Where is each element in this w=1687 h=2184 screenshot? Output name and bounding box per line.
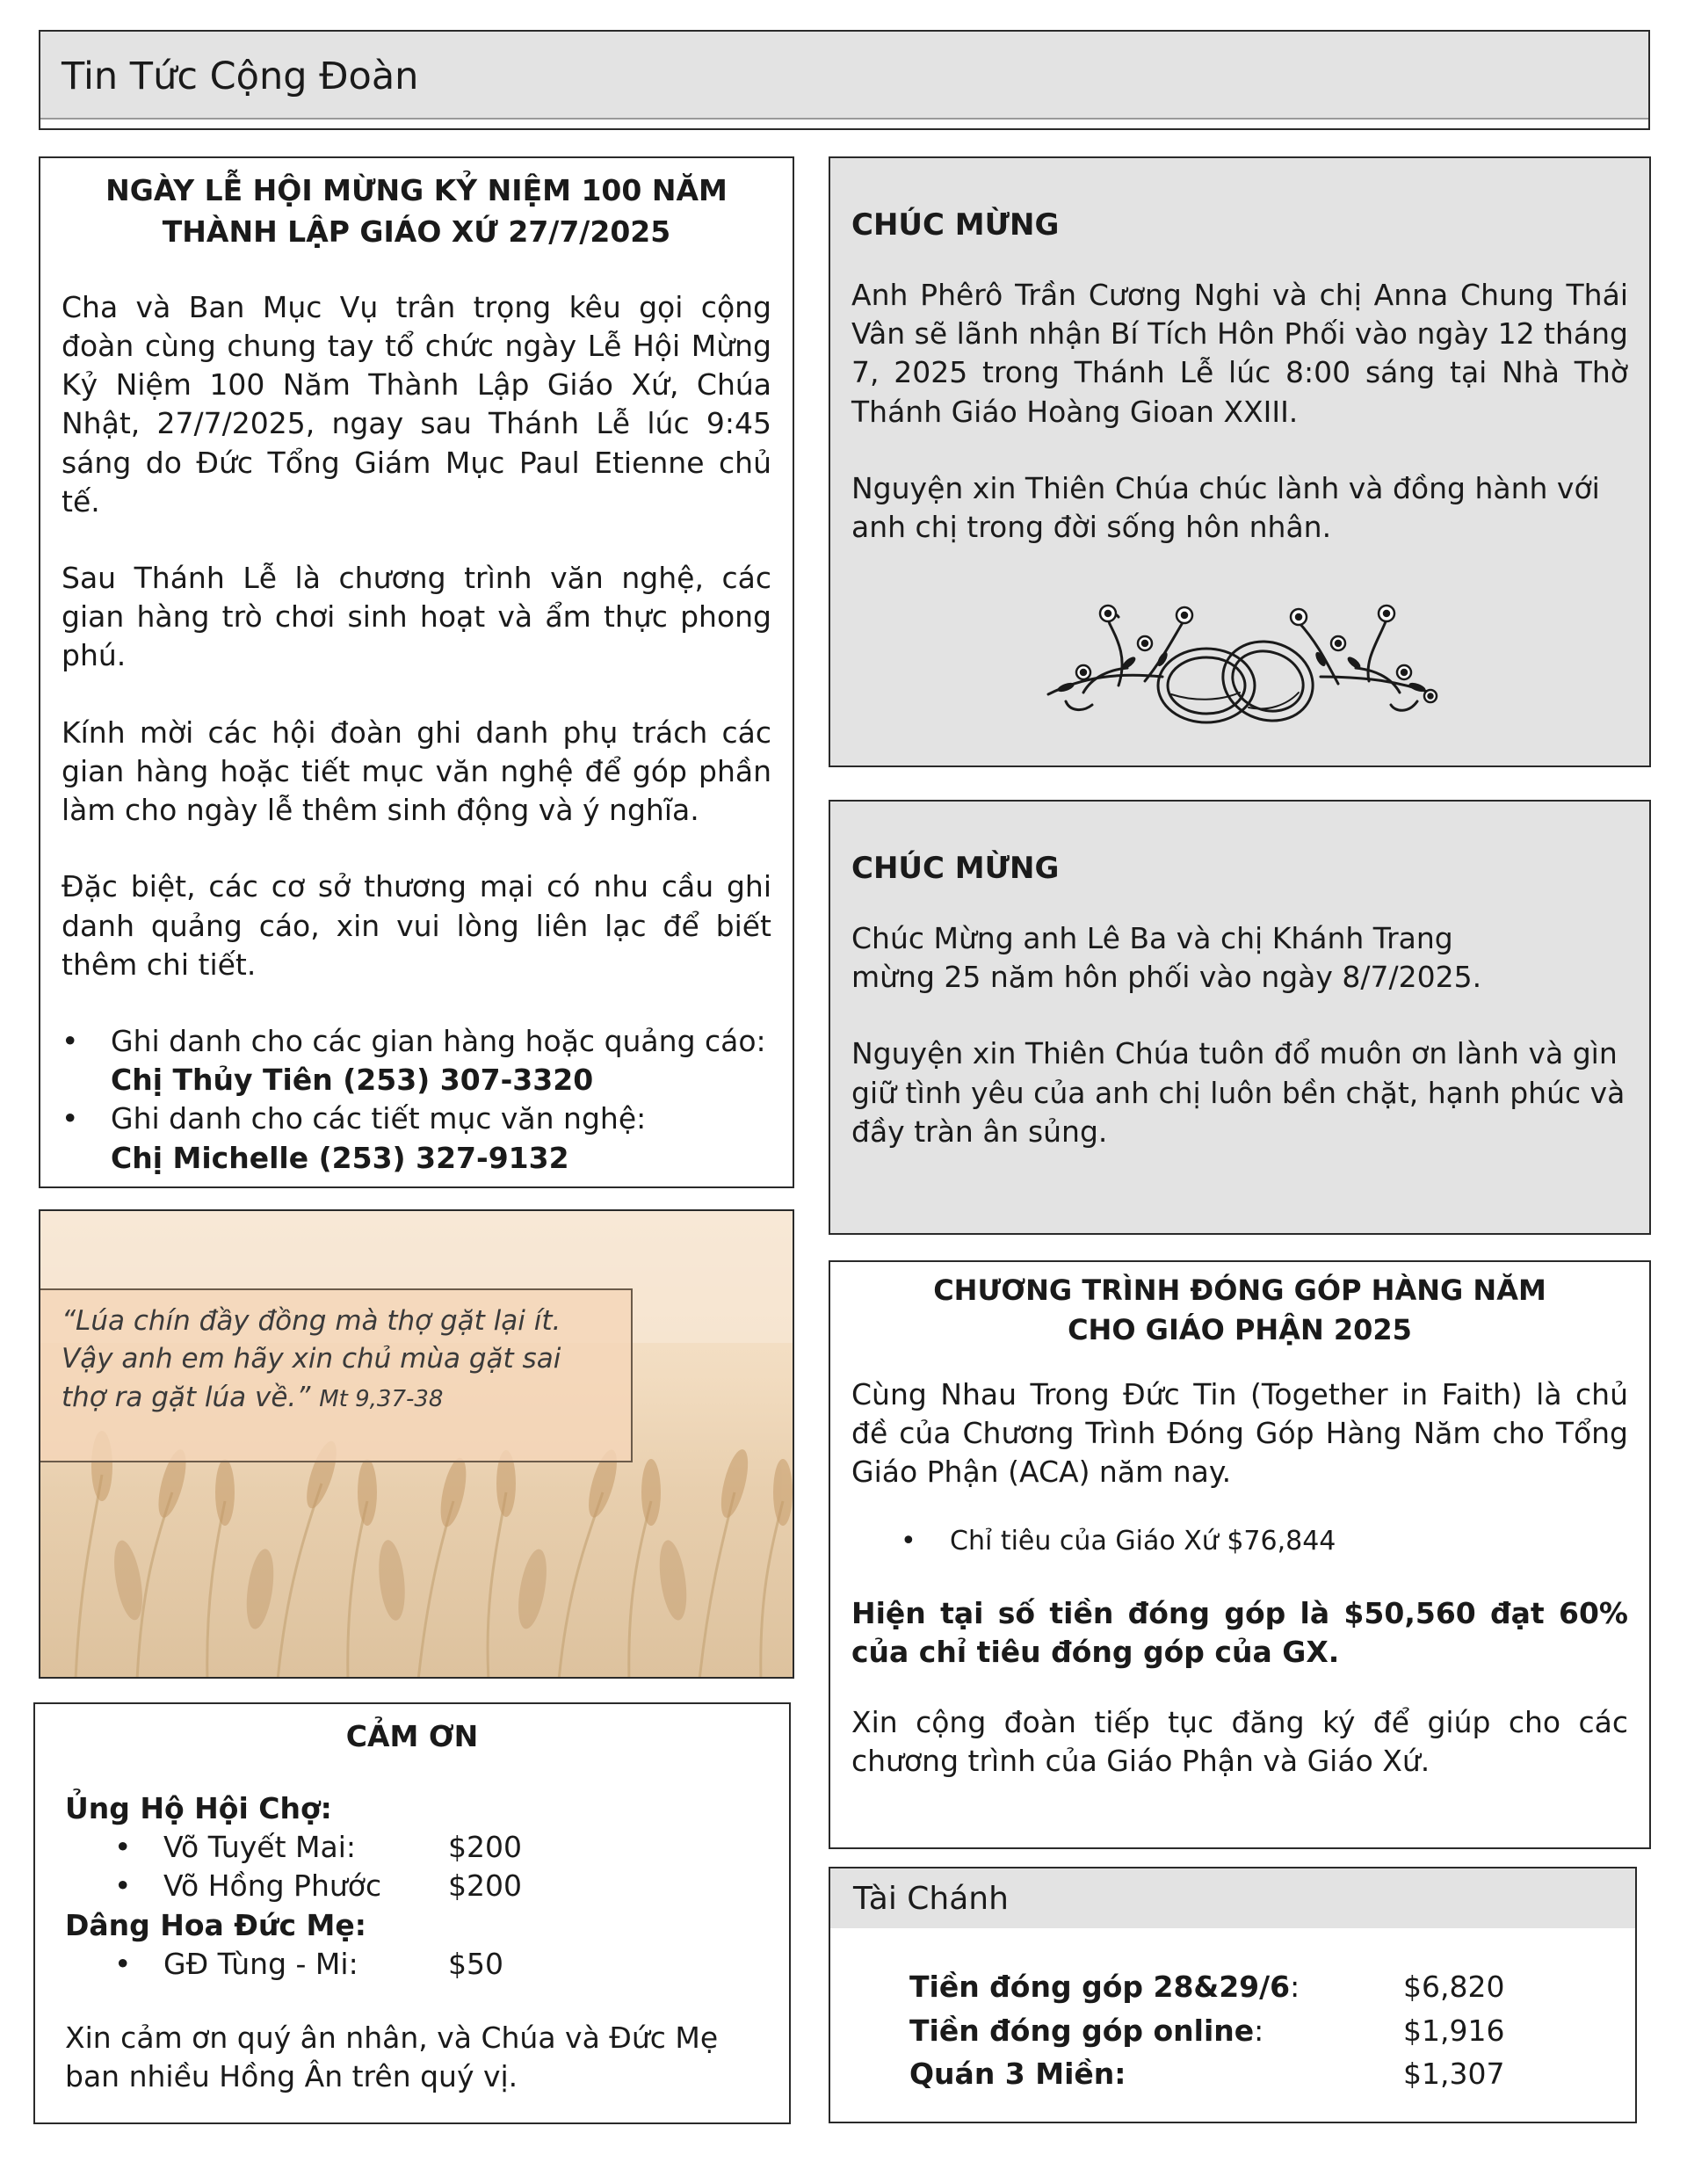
quote-paragraph xyxy=(62,1302,610,1417)
aca-title xyxy=(851,1271,1628,1351)
finance-row xyxy=(909,2052,1504,2096)
aca-title-line2: CHO GIÁO PHẬN 2025 xyxy=(1068,1313,1412,1347)
finance-amount: $1,307 xyxy=(1403,2057,1505,2091)
thanks-closing: Xin cảm ơn quý ân nhân, và Chúa và Đức Mẹ ban nhiều Hồng Ân trên quý vị. xyxy=(65,2020,719,2094)
congrats-wedding-box xyxy=(829,156,1651,767)
aca-paragraph: Xin cộng đoàn tiếp tục đăng ký để giúp cho các chương trình của Giáo Phận và Giáo Xứ. xyxy=(851,1705,1628,1779)
finance-title: Tài Chánh xyxy=(853,1881,1009,1917)
event-title xyxy=(62,171,771,253)
section-header xyxy=(39,30,1650,130)
donor-row xyxy=(65,1828,759,1867)
finance-row xyxy=(909,1965,1504,2009)
centennial-event-box xyxy=(39,156,794,1188)
congrats-paragraph xyxy=(851,919,1628,997)
donor-amount: $200 xyxy=(448,1868,522,1904)
congrats-title: CHÚC MỪNG xyxy=(851,851,1060,886)
annual-appeal-box xyxy=(829,1260,1651,1849)
aca-status: Hiện tại số tiền đóng góp là $50,560 đạt 60% của chỉ tiêu đóng góp của GX. xyxy=(851,1595,1628,1669)
thanks-section-title: Ủng Hộ Hội Chợ: xyxy=(65,1790,332,1825)
thanks-section-title: Dâng Hoa Đức Mẹ: xyxy=(65,1907,366,1942)
finance-label xyxy=(909,1965,1403,2009)
page-title: Tin Tức Cộng Đoàn xyxy=(62,54,419,98)
thank-you-box xyxy=(33,1702,791,2124)
donor-row xyxy=(65,1945,759,1984)
finance-amount: $1,916 xyxy=(1403,2013,1505,2048)
finance-list xyxy=(909,1965,1504,2096)
event-title-line2: THÀNH LẬP GIÁO XỨ 27/7/2025 xyxy=(162,214,671,249)
thanks-title: CẢM ƠN xyxy=(345,1719,479,1753)
event-paragraph: Sau Thánh Lễ là chương trình văn nghệ, các gian hàng trò chơi sinh hoạt và ẩm thực phong phú. xyxy=(62,561,771,673)
congrats-paragraph: Nguyện xin Thiên Chúa chúc lành và đồng hành với anh chị trong đời sống hôn nhân. xyxy=(851,470,1600,545)
event-paragraph: Đặc biệt, các cơ sở thương mại có nhu cầu ghi danh quảng cáo, xin vui lòng liên lạc để biết thêm chi tiết. xyxy=(62,869,771,982)
quote-text: “Lúa chín đầy đồng mà thợ gặt lại ít. Vậy anh em hãy xin chủ mùa gặt sai thợ ra gặt lúa về.” xyxy=(62,1305,561,1413)
finance-label-text: Tiền đóng góp 28&29/6 xyxy=(909,1970,1291,2004)
contact-text: • Ghi danh cho các tiết mục văn nghệ: xyxy=(111,1101,647,1136)
quote-reference: Mt 9,37-38 xyxy=(319,1385,444,1412)
contact-text: • Ghi danh cho các gian hàng hoặc quảng cáo: xyxy=(111,1024,766,1058)
finance-label-text: Tiền đóng góp online xyxy=(909,2013,1255,2048)
congrats-anniversary-box xyxy=(829,800,1651,1235)
finance-label xyxy=(909,2052,1403,2096)
event-paragraph: Kính mời các hội đoàn ghi danh phụ trách các gian hàng hoặc tiết mục văn nghệ để góp phần làm cho ngày lễ thêm sinh động và ý nghĩa. xyxy=(62,715,771,828)
aca-paragraph: Cùng Nhau Trong Đức Tin (Together in Faith) là chủ đề của Chương Trình Đóng Góp Hàng Năm cho Tổng Giáo Phận (ACA) năm nay. xyxy=(851,1376,1628,1490)
finance-label xyxy=(909,2009,1403,2053)
donor-amount: $200 xyxy=(448,1830,522,1865)
congrats-paragraph: Nguyện xin Thiên Chúa tuôn đổ muôn ơn lành và gìn giữ tình yêu của anh chị luôn bền chặt, hạnh phúc và đầy tràn ân sủng. xyxy=(851,1036,1625,1149)
finance-label-suffix: : xyxy=(1290,1970,1300,2004)
donor-name: • GĐ Tùng - Mi: xyxy=(163,1946,358,1981)
donor-amount: $50 xyxy=(448,1946,503,1981)
contact-item xyxy=(111,1099,771,1177)
contact-item xyxy=(111,1022,771,1099)
donor-name: • Võ Hồng Phước xyxy=(163,1868,382,1904)
donor-row xyxy=(65,1867,759,1905)
congrats-line: mừng 25 năm hôn phối vào ngày 8/7/2025. xyxy=(851,960,1482,995)
finance-label-text: Quán 3 Miền: xyxy=(909,2057,1126,2091)
wheat-field-image xyxy=(39,1209,794,1679)
aca-goal: • Chỉ tiêu của Giáo Xứ $76,844 xyxy=(950,1524,1628,1559)
donor-name: • Võ Tuyết Mai: xyxy=(163,1830,356,1865)
congrats-paragraph: Anh Phêrô Trần Cương Nghi và chị Anna Chung Thái Vân sẽ lãnh nhận Bí Tích Hôn Phối vào ngày 12 tháng 7, 2025 trong Thánh Lễ lúc 8:00 sáng tại Nhà Thờ Thánh Giáo Hoàng Gioan XXIII. xyxy=(851,278,1628,429)
finance-amount: $6,820 xyxy=(1403,1970,1505,2004)
scripture-quote xyxy=(39,1288,633,1462)
aca-goal-list xyxy=(950,1524,1628,1559)
congrats-line: Chúc Mừng anh Lê Ba và chị Khánh Trang xyxy=(851,921,1453,955)
event-paragraph: Cha và Ban Mục Vụ trân trọng kêu gọi cộng đoàn cùng chung tay tổ chức ngày Lễ Hội Mừng Kỷ Niệm 100 Năm Thành Lập Giáo Xứ, Chúa Nhật, 27/7/2025, ngay sau Thánh Lễ lúc 9:45 sáng do Đức Tổng Giám Mục Paul Etienne chủ tế. xyxy=(62,289,771,519)
event-contact-list xyxy=(111,1022,771,1178)
contact-person: Chị Thủy Tiên (253) 307-3320 xyxy=(111,1063,594,1098)
wedding-rings-icon xyxy=(1031,589,1452,729)
congrats-title: CHÚC MỪNG xyxy=(851,207,1060,243)
finance-box xyxy=(829,1867,1637,2123)
event-title-line1: NGÀY LỄ HỘI MỪNG KỶ NIỆM 100 NĂM xyxy=(105,173,728,207)
finance-row xyxy=(909,2009,1504,2053)
aca-title-line1: CHƯƠNG TRÌNH ĐÓNG GÓP HÀNG NĂM xyxy=(933,1273,1546,1307)
contact-person: Chị Michelle (253) 327-9132 xyxy=(111,1140,569,1175)
finance-label-suffix: : xyxy=(1254,2013,1264,2048)
